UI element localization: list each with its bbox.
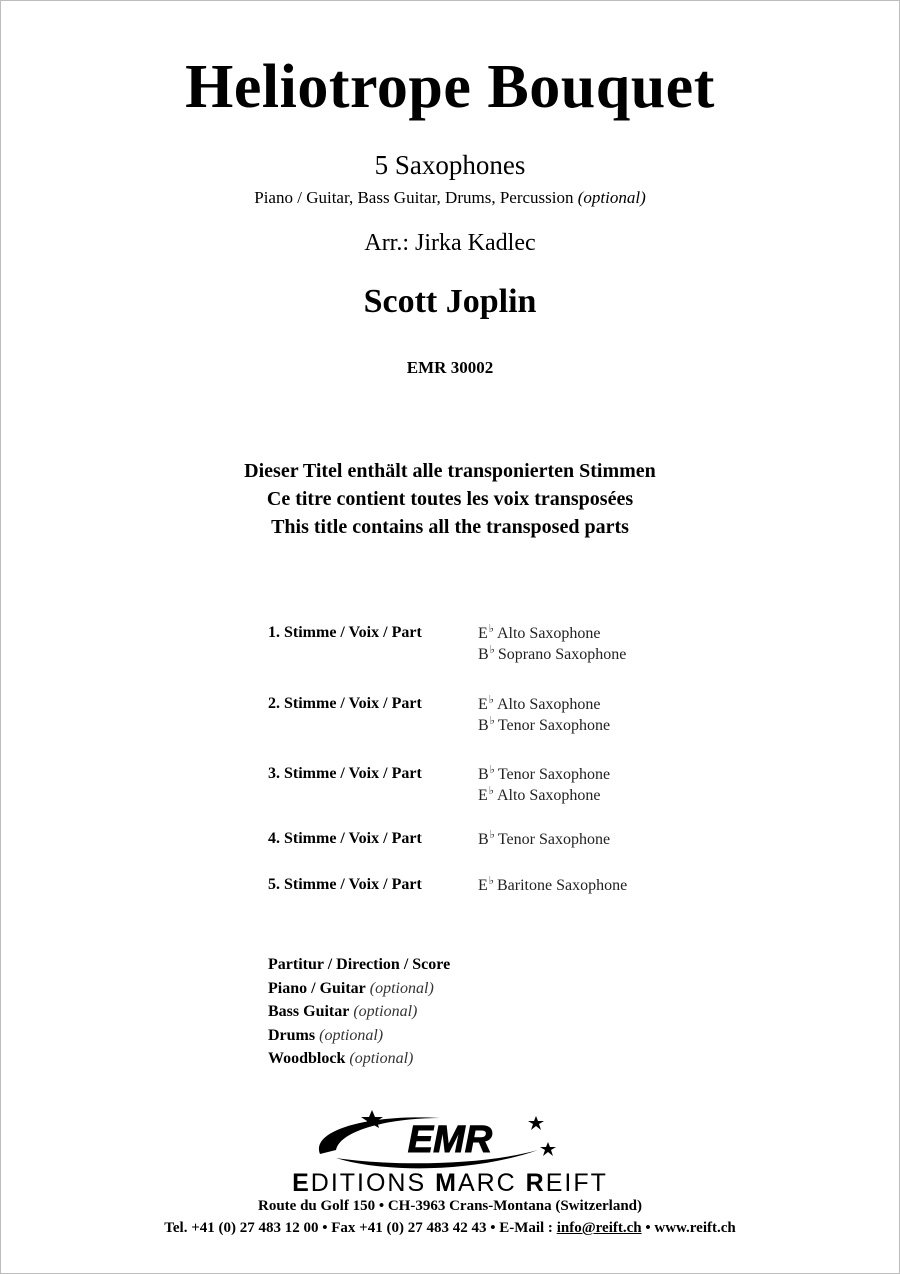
extra-optional: (optional) [349,1050,414,1067]
notice-line-de: Dieser Titel enthält alle transponierten Stimmen [244,460,656,482]
flat-icon: ♭ [488,694,494,706]
extra-name: Bass Guitar [268,1003,350,1020]
part-label: 2. Stimme / Voix / Part [268,695,422,712]
part-instruments [478,624,626,666]
part-instruments [478,765,610,807]
instrument-line [478,645,626,666]
part-instruments [478,830,610,851]
instrumentation-text: Piano / Guitar, Bass Guitar, Drums, Percussion [254,188,574,207]
extra-optional: (optional) [369,979,434,997]
key-note: E [478,696,488,713]
part-label: 3. Stimme / Voix / Part [268,765,422,782]
flat-icon: ♭ [488,875,494,887]
publisher-brand: EDITIONS MARC REIFT [292,1169,608,1197]
instrument-name: Tenor Saxophone [497,831,611,848]
key-note: E [478,877,488,894]
flat-icon: ♭ [489,764,495,776]
part-instruments [478,876,627,897]
key-note: B [478,831,489,848]
emr-logo [300,1108,560,1176]
key-note: B [478,646,489,663]
extra-name: Partitur / Direction / Score [268,956,451,973]
part-instruments [478,695,610,737]
extra-item [268,1024,450,1048]
logo-text: EMR [407,1119,493,1161]
extra-optional: (optional) [319,1026,384,1044]
email-link[interactable]: info@reift.ch [556,1220,642,1236]
instrument-line [478,695,610,716]
notice-line-fr: Ce titre contient toutes les voix transposées [266,488,634,510]
flat-icon: ♭ [488,785,494,797]
extra-name: Woodblock [268,1050,346,1067]
publisher-address: Route du Golf 150 • CH-3963 Crans-Montana (Switzerland) [258,1198,642,1214]
extra-optional: (optional) [353,1003,418,1020]
publisher-contact: Tel. +41 (0) 27 483 12 00 • Fax +41 (0) 27 483 42 43 • E-Mail : info@reift.ch • www.reift.ch [164,1220,736,1236]
extra-item [268,977,450,1001]
instrument-line [478,786,610,807]
part-label: 1. Stimme / Voix / Part [268,624,422,641]
instrumentation [0,188,900,208]
extra-item [268,1000,450,1024]
part-label: 5. Stimme / Voix / Part [268,876,422,893]
key-note: B [478,766,489,783]
transposed-parts-notice [0,457,900,541]
key-note: E [478,787,488,804]
catalog-number: EMR 30002 [406,358,494,377]
subtitle: 5 Saxophones [374,150,526,180]
page-title: Heliotrope Bouquet [185,53,715,121]
composer: Scott Joplin [363,283,537,320]
extras-list [268,953,450,1071]
instrument-line [478,716,610,737]
extra-name: Piano / Guitar [268,979,366,997]
instrument-name: Tenor Saxophone [497,717,611,734]
key-note: E [478,625,488,642]
instrument-line [478,876,627,897]
instrument-name: Alto Saxophone [496,787,601,804]
key-note: B [478,717,489,734]
instrument-line [478,765,610,786]
instrument-name: Baritone Saxophone [496,877,628,894]
extra-item [268,953,450,977]
optional-note: (optional) [577,188,646,207]
instrument-line [478,624,626,645]
extra-name: Drums [268,1026,316,1044]
extra-item [268,1047,450,1071]
arranger: Arr.: Jirka Kadlec [364,230,536,256]
instrument-name: Alto Saxophone [496,625,601,642]
flat-icon: ♭ [489,715,495,727]
flat-icon: ♭ [489,829,495,841]
instrument-line [478,830,610,851]
part-label: 4. Stimme / Voix / Part [268,830,422,847]
flat-icon: ♭ [489,644,495,656]
flat-icon: ♭ [488,623,494,635]
instrument-name: Soprano Saxophone [497,646,627,663]
notice-line-en: This title contains all the transposed parts [271,516,629,538]
instrument-name: Alto Saxophone [496,696,601,713]
instrument-name: Tenor Saxophone [497,766,611,783]
